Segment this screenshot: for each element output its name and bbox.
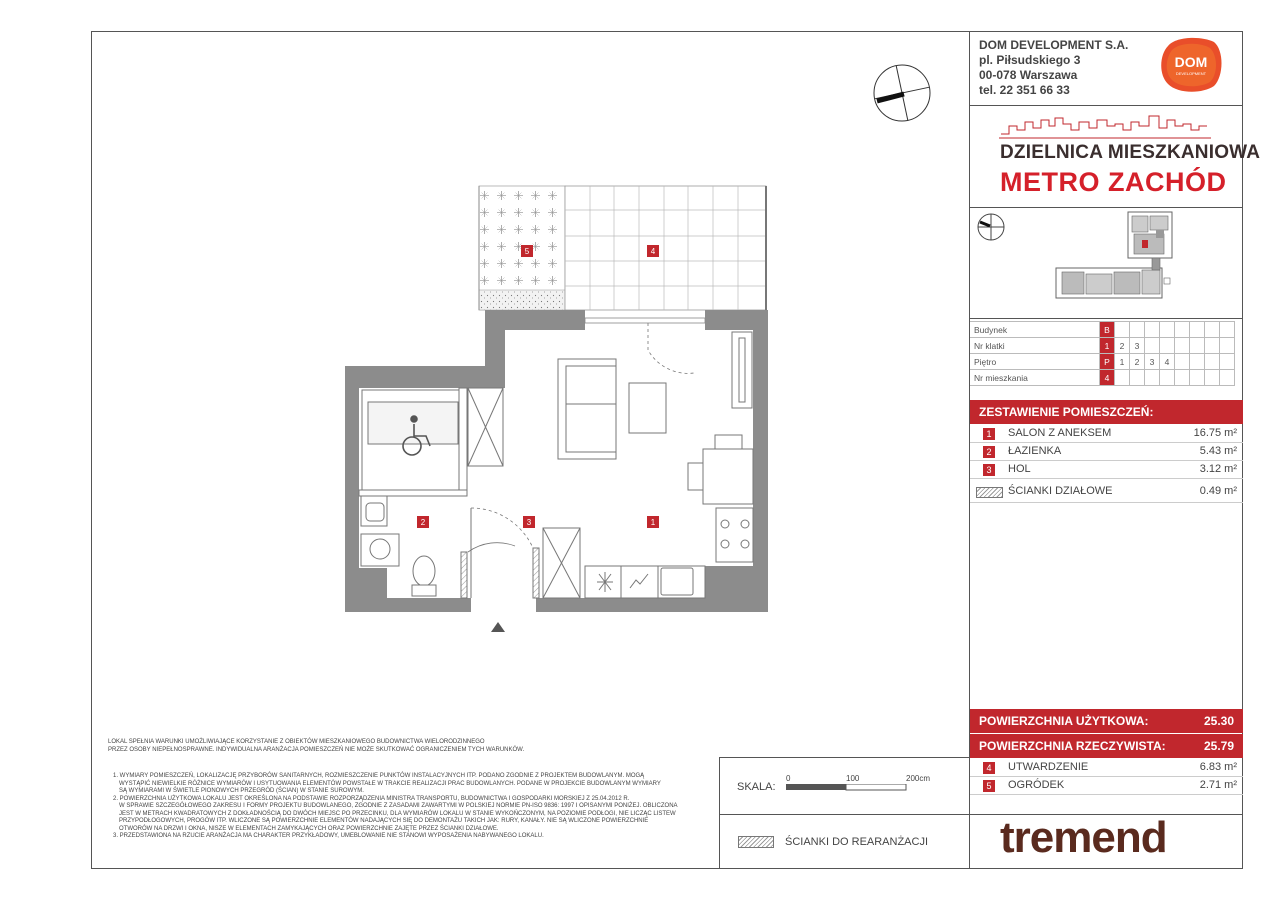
scale-tick-100: 100 — [846, 774, 860, 783]
scale-divider — [719, 757, 720, 869]
note-line: W SPRAWIE SZCZEGÓŁOWEGO ZAKRESU I FORMY PROJEKTU BUDOWLANEGO, ZGODNIE Z ZASADAMI ZAWARTYMI W POLSKIEJ NORMIE PN-ISO 9836: 1997 I OPISANYMI PONIŻEJ. OBLICZONA — [119, 803, 678, 809]
unit-info-table — [970, 321, 1235, 386]
hatch-swatch-icon — [976, 487, 1003, 498]
info-label: Piętro — [970, 354, 1100, 370]
balcony-door-swing — [648, 323, 694, 373]
info-cell: B — [1100, 322, 1115, 338]
info-label: Nr mieszkania — [970, 370, 1100, 386]
room-row — [970, 425, 1243, 443]
room-number: 2 — [983, 446, 995, 458]
company-name: DOM DEVELOPMENT S.A. — [979, 38, 1129, 52]
partition-name: ŚCIANKI DZIAŁOWE — [1008, 485, 1113, 497]
brand-line-1: DZIELNICA MIESZKANIOWA — [1000, 142, 1261, 163]
room-name: SALON Z ANEKSEM — [1008, 427, 1112, 439]
info-cell: 4 — [1160, 354, 1175, 370]
info-cell: 3 — [1130, 338, 1145, 354]
legal-notes — [113, 773, 713, 841]
room-badge-5: 5 — [524, 247, 530, 256]
north-arrow-icon — [874, 65, 930, 121]
extra-area: 2.71 m² — [1199, 779, 1237, 791]
note-line: 2. POWIERZCHNIA UŻYTKOWA LOKALU JEST OKREŚLONA NA PODSTAWIE ROZPORZĄDZENIA MINISTRA TRANSPORTU, BUDOWNICTWA I GOSPODARKI MORSKIEJ Z 25.04.2012 R. — [113, 795, 630, 802]
dom-logo — [1158, 36, 1224, 92]
note-line: SĄ WYMIARAMI W ŚWIETLE PIONOWYCH PRZEGRÓD (ŚCIAN) W STANIE SUROWYM. — [119, 788, 364, 794]
note-line: JEST W METRACH KWADRATOWYCH Z DOKŁADNOŚCIĄ DO DWÓCH MIEJSC PO PRZECINKU, DLA WYMIARÓW LOKALU W STANIE WYKOŃCZONYM, NA POZIOMIE PODŁOGI, NIE LICZĄC LISTEW — [119, 810, 676, 817]
note-line: 3. PRZEDSTAWIONA NA RZUCIE ARANŻACJA MA CHARAKTER PRZYKŁADOWY, UMEBLOWANIE NIE STANOWI WYPOSAŻENIA NABYWANEGO LOKALU. — [113, 833, 544, 839]
panel-rule — [719, 757, 969, 758]
room-row — [970, 443, 1243, 461]
room-row — [970, 461, 1243, 479]
brand-line-2: METRO ZACHÓD — [1000, 167, 1227, 197]
room-number: 3 — [983, 464, 995, 476]
room-badge-3: 3 — [526, 518, 532, 527]
company-info — [979, 38, 1128, 98]
info-row-building — [970, 322, 1235, 338]
real-area-label: POWIERZCHNIA RZECZYWISTA: — [979, 739, 1166, 753]
note-line: PRZEZ OSOBY NIEPEŁNOSPRAWNE. INDYWIDUALNA ARANŻACJA POMIESZCZEŃ NIE MOŻE SKUTKOWAĆ OGRANICZENIEM TYCH WARUNKÓW. — [108, 746, 525, 753]
rearrangement-hatch-icon — [738, 836, 774, 848]
gravel-strip — [479, 290, 565, 310]
compass-small-icon — [976, 212, 1006, 242]
wardrobe — [732, 332, 752, 408]
scale-label: SKALA: — [737, 781, 776, 793]
company-city: 00-078 Warszawa — [979, 68, 1078, 82]
room-number: 1 — [983, 428, 995, 440]
scale-bar — [786, 784, 910, 792]
info-row-floor — [970, 354, 1235, 370]
room-badge-4: 4 — [650, 247, 656, 256]
info-label: Budynek — [970, 322, 1100, 338]
dom-logo-subtext: DEVELOPMENT — [1175, 71, 1207, 76]
room-name: ŁAZIENKA — [1008, 445, 1062, 457]
extra-name: UTWARDZENIE — [1008, 761, 1089, 773]
note-line: 1. WYMIARY POMIESZCZEŃ, LOKALIZACJĘ PRZYBORÓW SANITARNYCH, ROZMIESZCZENIE PUNKTÓW INSTALACYJNYCH ITP. PODANO ZGODNIE Z PROJEKTEM BUDOWLANYM. MOGĄ — [113, 773, 645, 779]
partition-area: 0.49 m² — [1199, 485, 1237, 497]
terrace-area — [565, 186, 766, 310]
info-row-apartment — [970, 370, 1235, 386]
skyline-icon — [999, 112, 1211, 140]
info-cell: 4 — [1100, 370, 1115, 386]
room-area: 16.75 m² — [1193, 427, 1237, 439]
company-phone: tel. 22 351 66 33 — [979, 83, 1070, 97]
key-plan — [1052, 208, 1182, 304]
usable-area-value: 25.30 — [1203, 714, 1234, 728]
accessibility-note — [108, 739, 708, 754]
note-line: LOKAL SPEŁNIA WARUNKI UMOŻLIWIAJĄCE KORZYSTANIE Z OBIEKTÓW MIESZKANIOWEGO BUDOWNICTWA WIELORODZINNEGO — [108, 739, 485, 745]
extra-row — [970, 777, 1243, 795]
note-line: WYSTĄPIĆ NIEWIELKIE RÓŻNICE WYMIARÓW I USYTUOWANIA ELEMENTÓW POWSTAŁE W TRAKCIE REALIZACJI PRAC BUDOWLANYCH. PODANE W PROJEKCIE BUDOWLANYM WYMIARY — [119, 780, 661, 787]
usable-area-bar — [970, 709, 1243, 733]
usable-area-label: POWIERZCHNIA UŻYTKOWA: — [979, 714, 1149, 728]
panel-rule — [969, 105, 1243, 106]
hall-closet — [468, 388, 503, 466]
real-area-value: 25.79 — [1203, 739, 1234, 753]
legend-label: ŚCIANKI DO REARANŻACJI — [785, 836, 929, 848]
info-label: Nr klatki — [970, 338, 1100, 354]
room-area: 5.43 m² — [1199, 445, 1237, 457]
window — [585, 318, 705, 323]
info-cell: 2 — [1130, 354, 1145, 370]
extra-number: 4 — [983, 762, 995, 774]
extra-number: 5 — [983, 780, 995, 792]
company-address: pl. Piłsudskiego 3 — [979, 53, 1081, 67]
extra-area: 6.83 m² — [1199, 761, 1237, 773]
real-area-bar — [970, 734, 1243, 758]
info-cell: 1 — [1100, 338, 1115, 354]
rooms-heading: ZESTAWIENIE POMIESZCZEŃ: — [970, 400, 1243, 424]
room-badge-2: 2 — [420, 518, 426, 527]
extra-name: OGRÓDEK — [1008, 779, 1065, 791]
info-cell: 1 — [1115, 354, 1130, 370]
coffee-table — [629, 383, 666, 433]
scale-tick-200: 200cm — [906, 774, 931, 783]
room-name: HOL — [1008, 463, 1031, 475]
room-area: 3.12 m² — [1199, 463, 1237, 475]
panel-rule — [969, 318, 1243, 319]
extra-row — [970, 759, 1243, 777]
note-line: OTWORÓW NA DRZWI I OKNA, NISZE W ELEMENTACH ZAMYKAJĄCYCH ORAZ POWIERZCHNIE ZAJĘTE PRZEZ ŚCIANKI DZIAŁOWE. — [119, 825, 499, 832]
info-cell: 3 — [1145, 354, 1160, 370]
info-cell: 2 — [1115, 338, 1130, 354]
tremend-logo: tremend — [1000, 813, 1167, 862]
room-badge-1: 1 — [650, 518, 656, 527]
scale-tick-0: 0 — [786, 774, 791, 783]
info-row-staircase — [970, 338, 1235, 354]
dom-logo-text: DOM — [1174, 54, 1208, 70]
note-line: PRZYPODŁOGOWYCH, PROGÓW ITP. WLICZONE SĄ POWIERZCHNIE ELEMENTÓW NADAJĄCYCH SIĘ DO DEMONTAŻU TAKICH JAK: RURY, KANAŁY. NIE SĄ WLICZONE POWIERZCHNIE — [119, 818, 649, 824]
partition-row — [970, 483, 1243, 503]
sofa — [558, 359, 616, 459]
dining-set — [688, 435, 753, 504]
info-cell: P — [1100, 354, 1115, 370]
